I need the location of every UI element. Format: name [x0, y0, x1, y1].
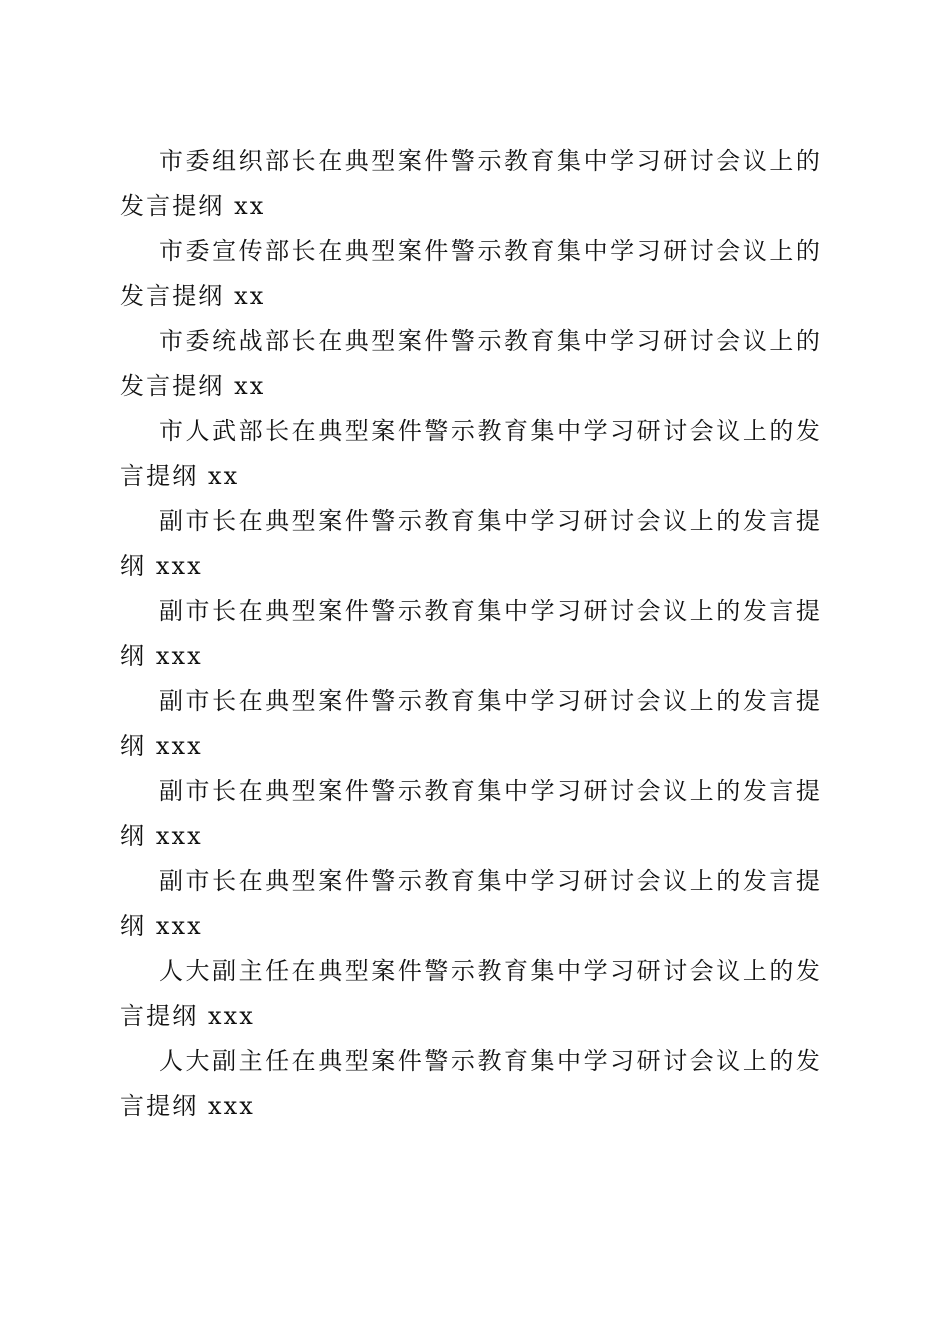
entry-8: 副市长在典型案件警示教育集中学习研讨会议上的发言提纲 xxx — [120, 777, 822, 850]
entry-10: 人大副主任在典型案件警示教育集中学习研讨会议上的发言提纲 xxx — [120, 957, 822, 1030]
entry-1: 市委组织部长在典型案件警示教育集中学习研讨会议上的发言提纲 xx — [120, 147, 822, 220]
document-body — [120, 139, 822, 1129]
entry-3: 市委统战部长在典型案件警示教育集中学习研讨会议上的发言提纲 xx — [120, 327, 822, 400]
entry-11: 人大副主任在典型案件警示教育集中学习研讨会议上的发言提纲 xxx — [120, 1047, 822, 1120]
entry-6: 副市长在典型案件警示教育集中学习研讨会议上的发言提纲 xxx — [120, 597, 822, 670]
entry-7: 副市长在典型案件警示教育集中学习研讨会议上的发言提纲 xxx — [120, 687, 822, 760]
entry-2: 市委宣传部长在典型案件警示教育集中学习研讨会议上的发言提纲 xx — [120, 237, 822, 310]
entry-9: 副市长在典型案件警示教育集中学习研讨会议上的发言提纲 xxx — [120, 867, 822, 940]
entry-5: 副市长在典型案件警示教育集中学习研讨会议上的发言提纲 xxx — [120, 507, 822, 580]
entry-4: 市人武部长在典型案件警示教育集中学习研讨会议上的发言提纲 xx — [120, 417, 822, 490]
